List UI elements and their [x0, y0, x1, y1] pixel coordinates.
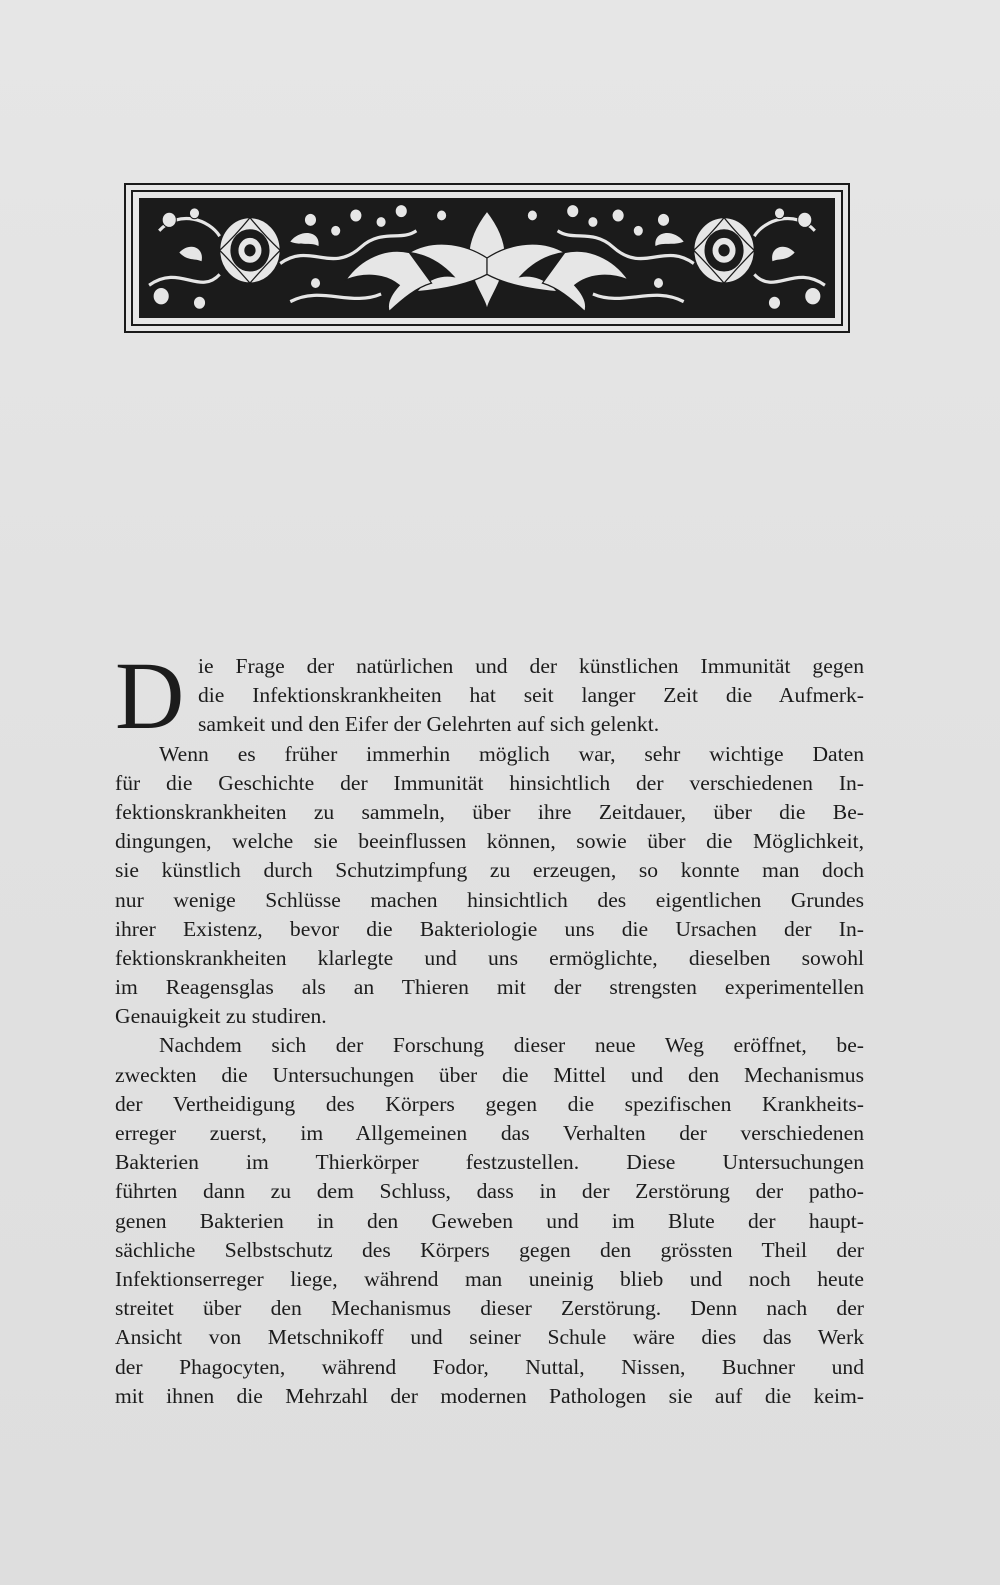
text-line: mit ihnen die Mehrzahl der modernen Pathologen sie auf die keim-	[115, 1383, 864, 1408]
header-ornament	[124, 183, 850, 333]
text-line: erreger zuerst, im Allgemeinen das Verhalten der verschiedenen	[115, 1121, 864, 1145]
drop-cap: D	[115, 642, 183, 749]
text-line: fektionskrankheiten klarlegte und uns ermöglichte, dieselben sowohl	[115, 945, 864, 970]
body-text	[115, 642, 864, 1411]
text-line: führten dann zu dem Schluss, dass in der Zerstörung der patho-	[115, 1179, 864, 1204]
text-line: ihrer Existenz, bevor die Bakteriologie uns die Ursachen der In-	[115, 916, 864, 941]
text-line: Genauigkeit zu studiren.	[115, 1004, 327, 1029]
left-rose	[220, 218, 281, 283]
right-rose	[694, 218, 755, 283]
text-line: die Infektionskrankheiten hat seit langer Zeit die Aufmerk-	[198, 683, 864, 708]
text-line: der Vertheidigung des Körpers gegen die spezifischen Krankheits-	[115, 1091, 864, 1116]
text-line: Ansicht von Metschnikoff und seiner Schule wäre dies das Werk	[115, 1325, 864, 1350]
text-line: genen Bakterien in den Geweben und im Blute der haupt-	[115, 1208, 864, 1233]
text-line: Bakterien im Thierkörper festzustellen. Diese Untersuchungen	[115, 1150, 864, 1175]
ornament-inner-border	[131, 190, 843, 326]
text-line: nur wenige Schlüsse machen hinsichtlich des eigentlichen Grundes	[115, 887, 864, 912]
text-line: Nachdem sich der Forschung dieser neue Weg eröffnet, be-	[159, 1033, 864, 1058]
text-line: samkeit und den Eifer der Gelehrten auf sich gelenkt.	[198, 712, 660, 737]
text-line: im Reagensglas als an Thieren mit der strengsten experimentellen	[115, 975, 864, 1000]
text-line: Infektionserreger liege, während man uneinig blieb und noch heute	[115, 1266, 864, 1291]
text-line: der Phagocyten, während Fodor, Nuttal, Nissen, Buchner und	[115, 1354, 864, 1379]
text-line: streitet über den Mechanismus dieser Zerstörung. Denn nach der	[115, 1296, 864, 1321]
text-line: dingungen, welche sie beeinflussen können, sowie über die Möglichkeit,	[115, 829, 864, 854]
text-line: fektionskrankheiten zu sammeln, über ihre Zeitdauer, über die Be-	[115, 799, 864, 824]
text-line: sie künstlich durch Schutzimpfung zu erzeugen, so konnte man doch	[115, 858, 864, 883]
floral-ornament-icon	[139, 198, 835, 318]
paragraph-lines	[115, 652, 864, 1411]
text-line: ie Frage der natürlichen und der künstlichen Immunität gegen	[198, 654, 864, 678]
text-line: Wenn es früher immerhin möglich war, sehr wichtige Daten	[159, 741, 864, 766]
text-line: sächliche Selbstschutz des Körpers gegen den grössten Theil der	[115, 1237, 864, 1262]
text-line: für die Geschichte der Immunität hinsichtlich der verschiedenen In-	[115, 770, 864, 795]
text-line: zweckten die Untersuchungen über die Mittel und den Mechanismus	[115, 1062, 864, 1087]
